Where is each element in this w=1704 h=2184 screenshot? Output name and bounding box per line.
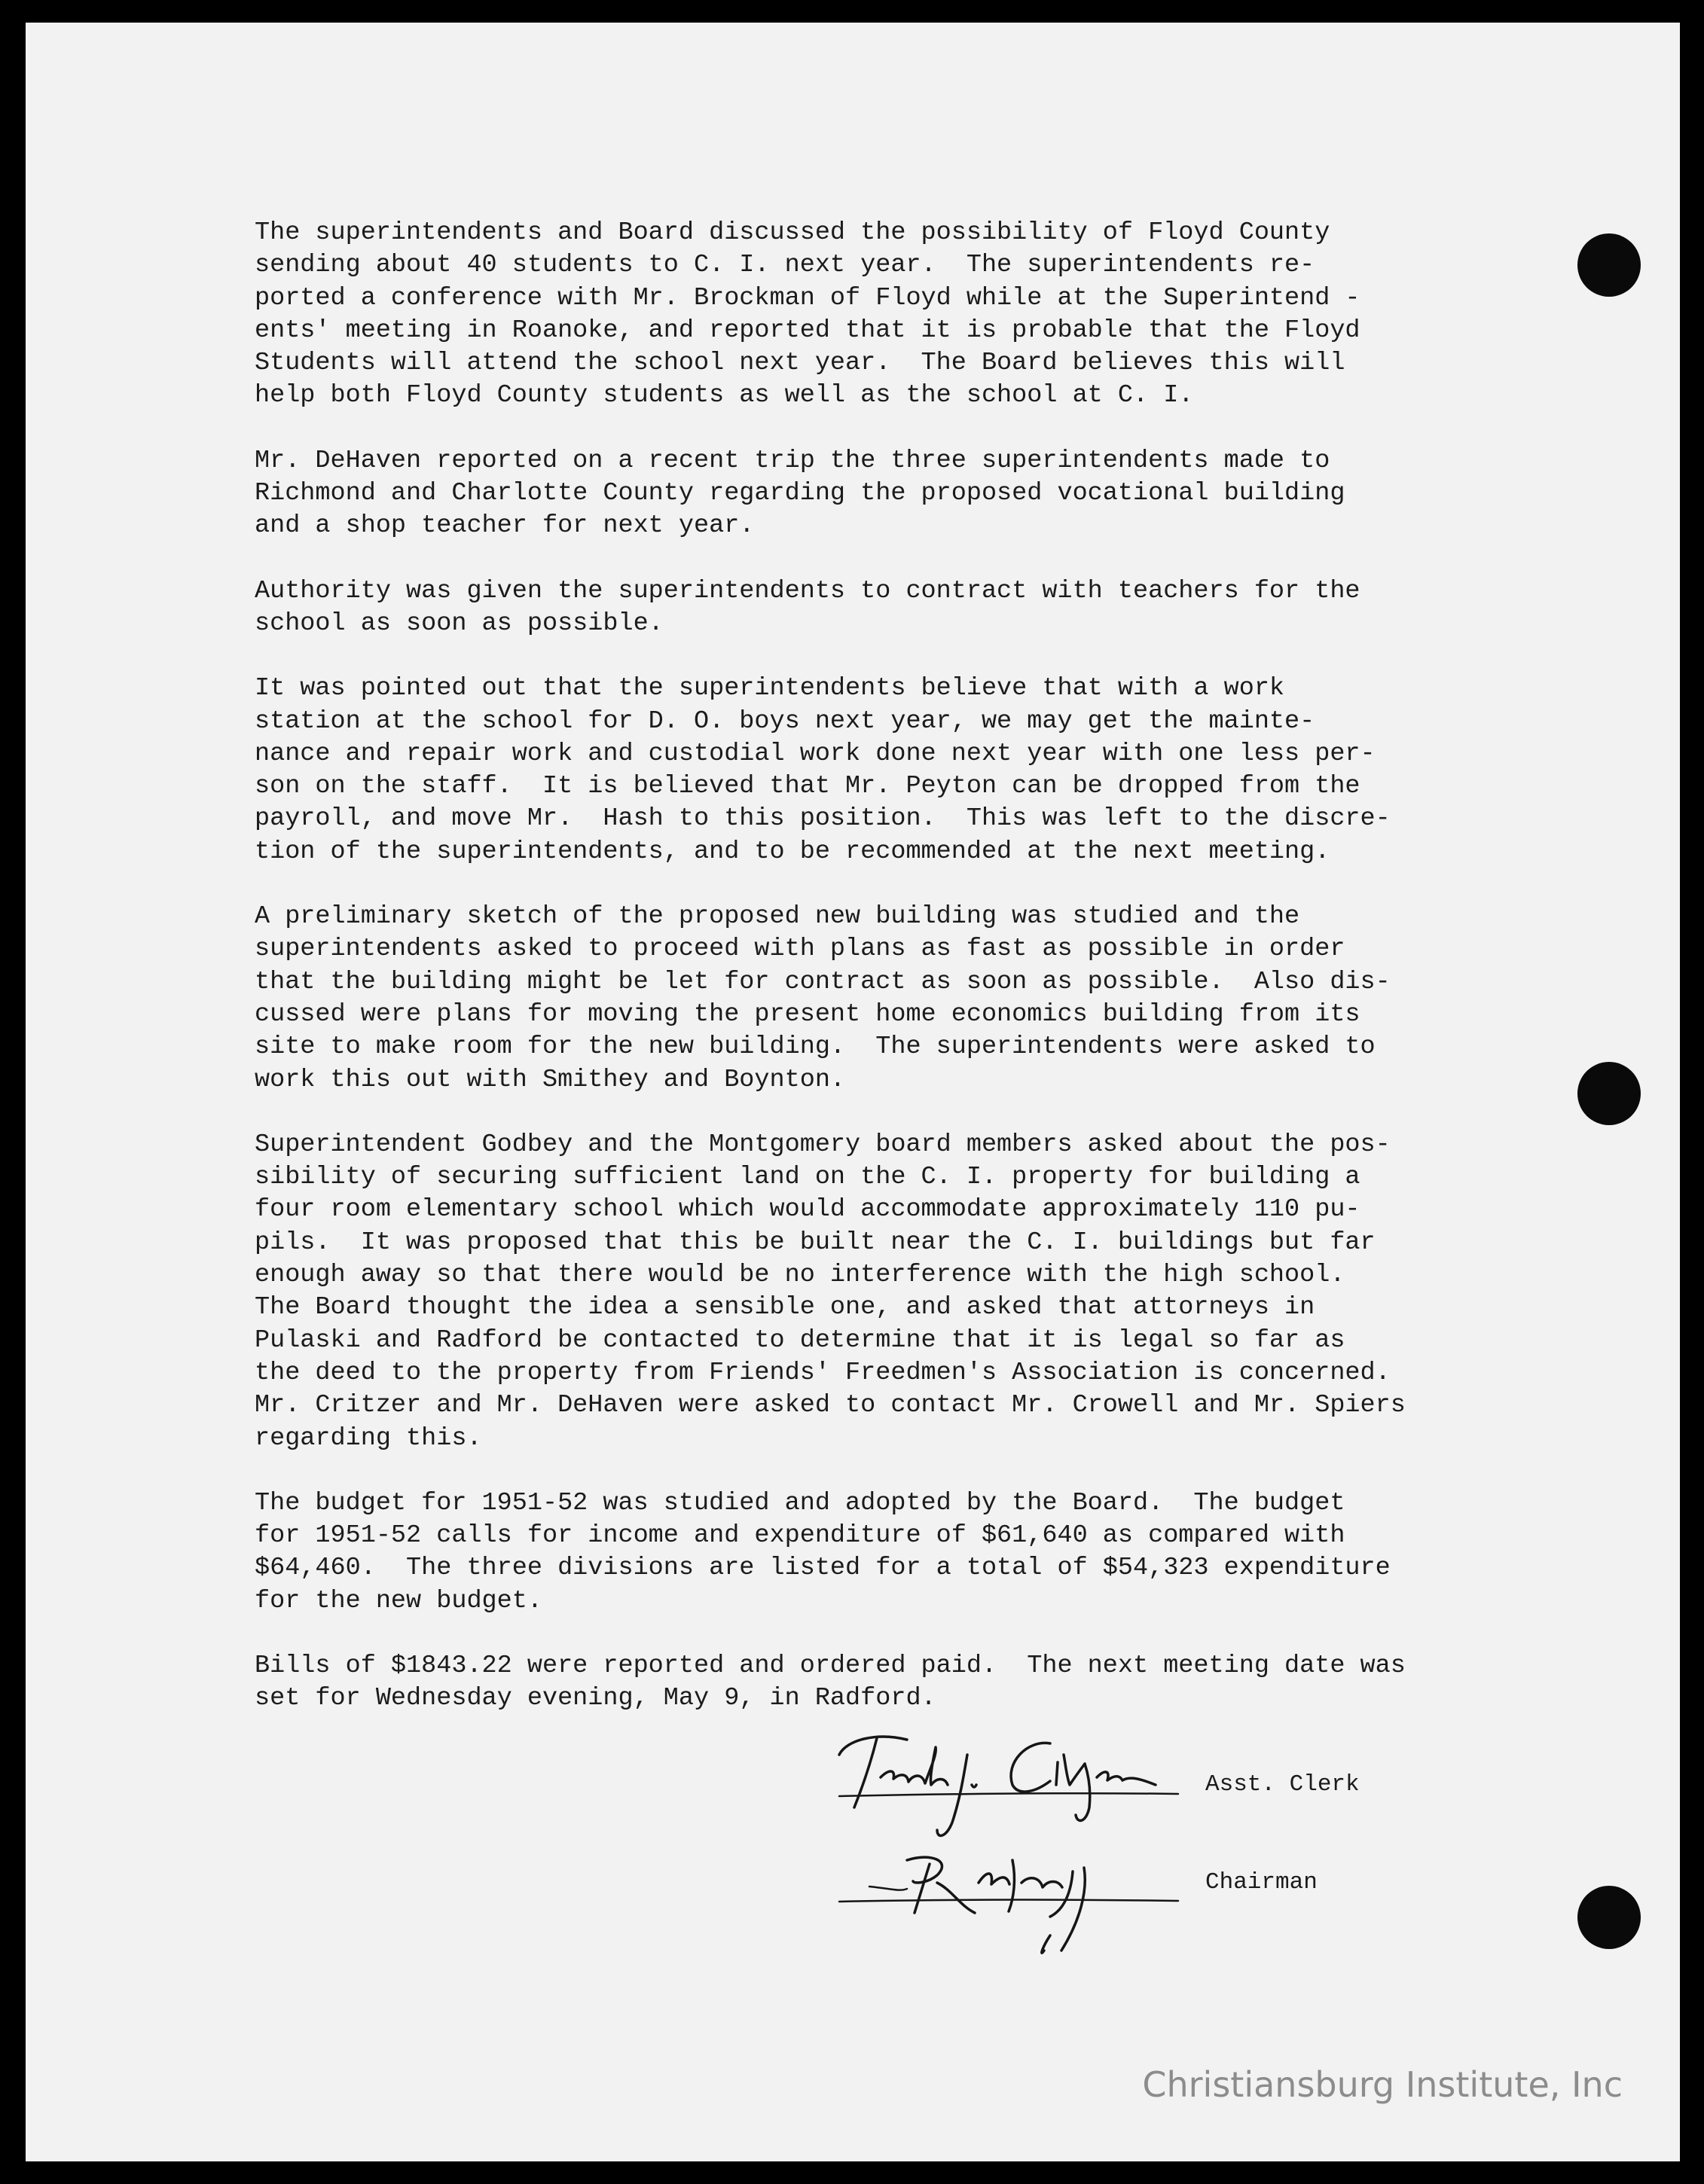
document-page bbox=[26, 23, 1680, 2161]
binder-hole-bottom bbox=[1577, 1886, 1641, 1949]
paragraph-building-sketch: A preliminary sketch of the proposed new building was studied and the superintendents asked to proceed with plans as fast as possible in order that the building might be let for contract as soon as possible. Also dis- cussed were plans for moving the present home economics building from its site to make room for the new building. The superintendents were asked to work this out with Smithey and Boynton. bbox=[255, 902, 1391, 1094]
asst-clerk-label: Asst. Clerk bbox=[1205, 1771, 1360, 1798]
chairman-signature bbox=[839, 1857, 1178, 1953]
watermark: Christiansburg Institute, Inc bbox=[1142, 2064, 1623, 2105]
paragraph-bills: Bills of $1843.22 were reported and ordered paid. The next meeting date was set for Wednesday evening, May 9, in Radford. bbox=[255, 1651, 1406, 1713]
paragraph-authority: Authority was given the superintendents to contract with teachers for the school as soon as possible. bbox=[255, 576, 1360, 638]
paragraph-budget: The budget for 1951-52 was studied and adopted by the Board. The budget for 1951-52 calls for income and expenditure of $61,640 as compared with $64,460. The three divisions are listed for a total of $54,323 expenditure for the new budget. bbox=[255, 1488, 1391, 1615]
binder-hole-top bbox=[1577, 233, 1641, 297]
minutes-text bbox=[255, 217, 1535, 1748]
paragraph-floyd-county: The superintendents and Board discussed the possibility of Floyd County sending about 40 students to C. I. next year. The superintendents re- ported a conference with Mr. Brockman of Floyd while at the Superintend - ents' meeting in Roanoke, and reported that it is probable that the Floyd Students will attend the school next year. The Board believes this will help both Floyd County students as well as the school at C. I. bbox=[255, 218, 1360, 410]
handwritten-signatures bbox=[824, 1710, 1291, 1981]
paragraph-work-station: It was pointed out that the superintendents believe that with a work station at the school for D. O. boys next year, we may get the mainte- nance and repair work and custodial work done next year with one less per- son on the staff. It is believed that Mr. Peyton can be dropped from the payroll, and move Mr. Hash to this position. This was left to the discre- tion of the superintendents, and to be recommended at the next meeting. bbox=[255, 674, 1391, 866]
asst-clerk-signature bbox=[839, 1737, 1178, 1835]
paragraph-elementary-school: Superintendent Godbey and the Montgomery board members asked about the pos- sibility of securing sufficient land on the C. I. property for building a four room elementary school which would accommodate approximately 110 pu- pils. It was proposed that this be built near the C. I. buildings but far enough away so that there would be no interference with the high school. The Board thought the idea a sensible one, and asked that attorneys in Pulaski and Radford be contacted to determine that it is legal so far as the deed to the property from Friends' Freedmen's Association is concerned. Mr. Critzer and Mr. DeHaven were asked to contact Mr. Crowell and Mr. Spiers regarding this. bbox=[255, 1130, 1406, 1453]
chairman-label: Chairman bbox=[1205, 1869, 1318, 1896]
signature-block bbox=[824, 1710, 1502, 1981]
paragraph-dehaven-trip: Mr. DeHaven reported on a recent trip the three superintendents made to Richmond and Charlotte County regarding the proposed vocational building and a shop teacher for next year. bbox=[255, 446, 1345, 541]
binder-hole-middle bbox=[1577, 1062, 1641, 1125]
